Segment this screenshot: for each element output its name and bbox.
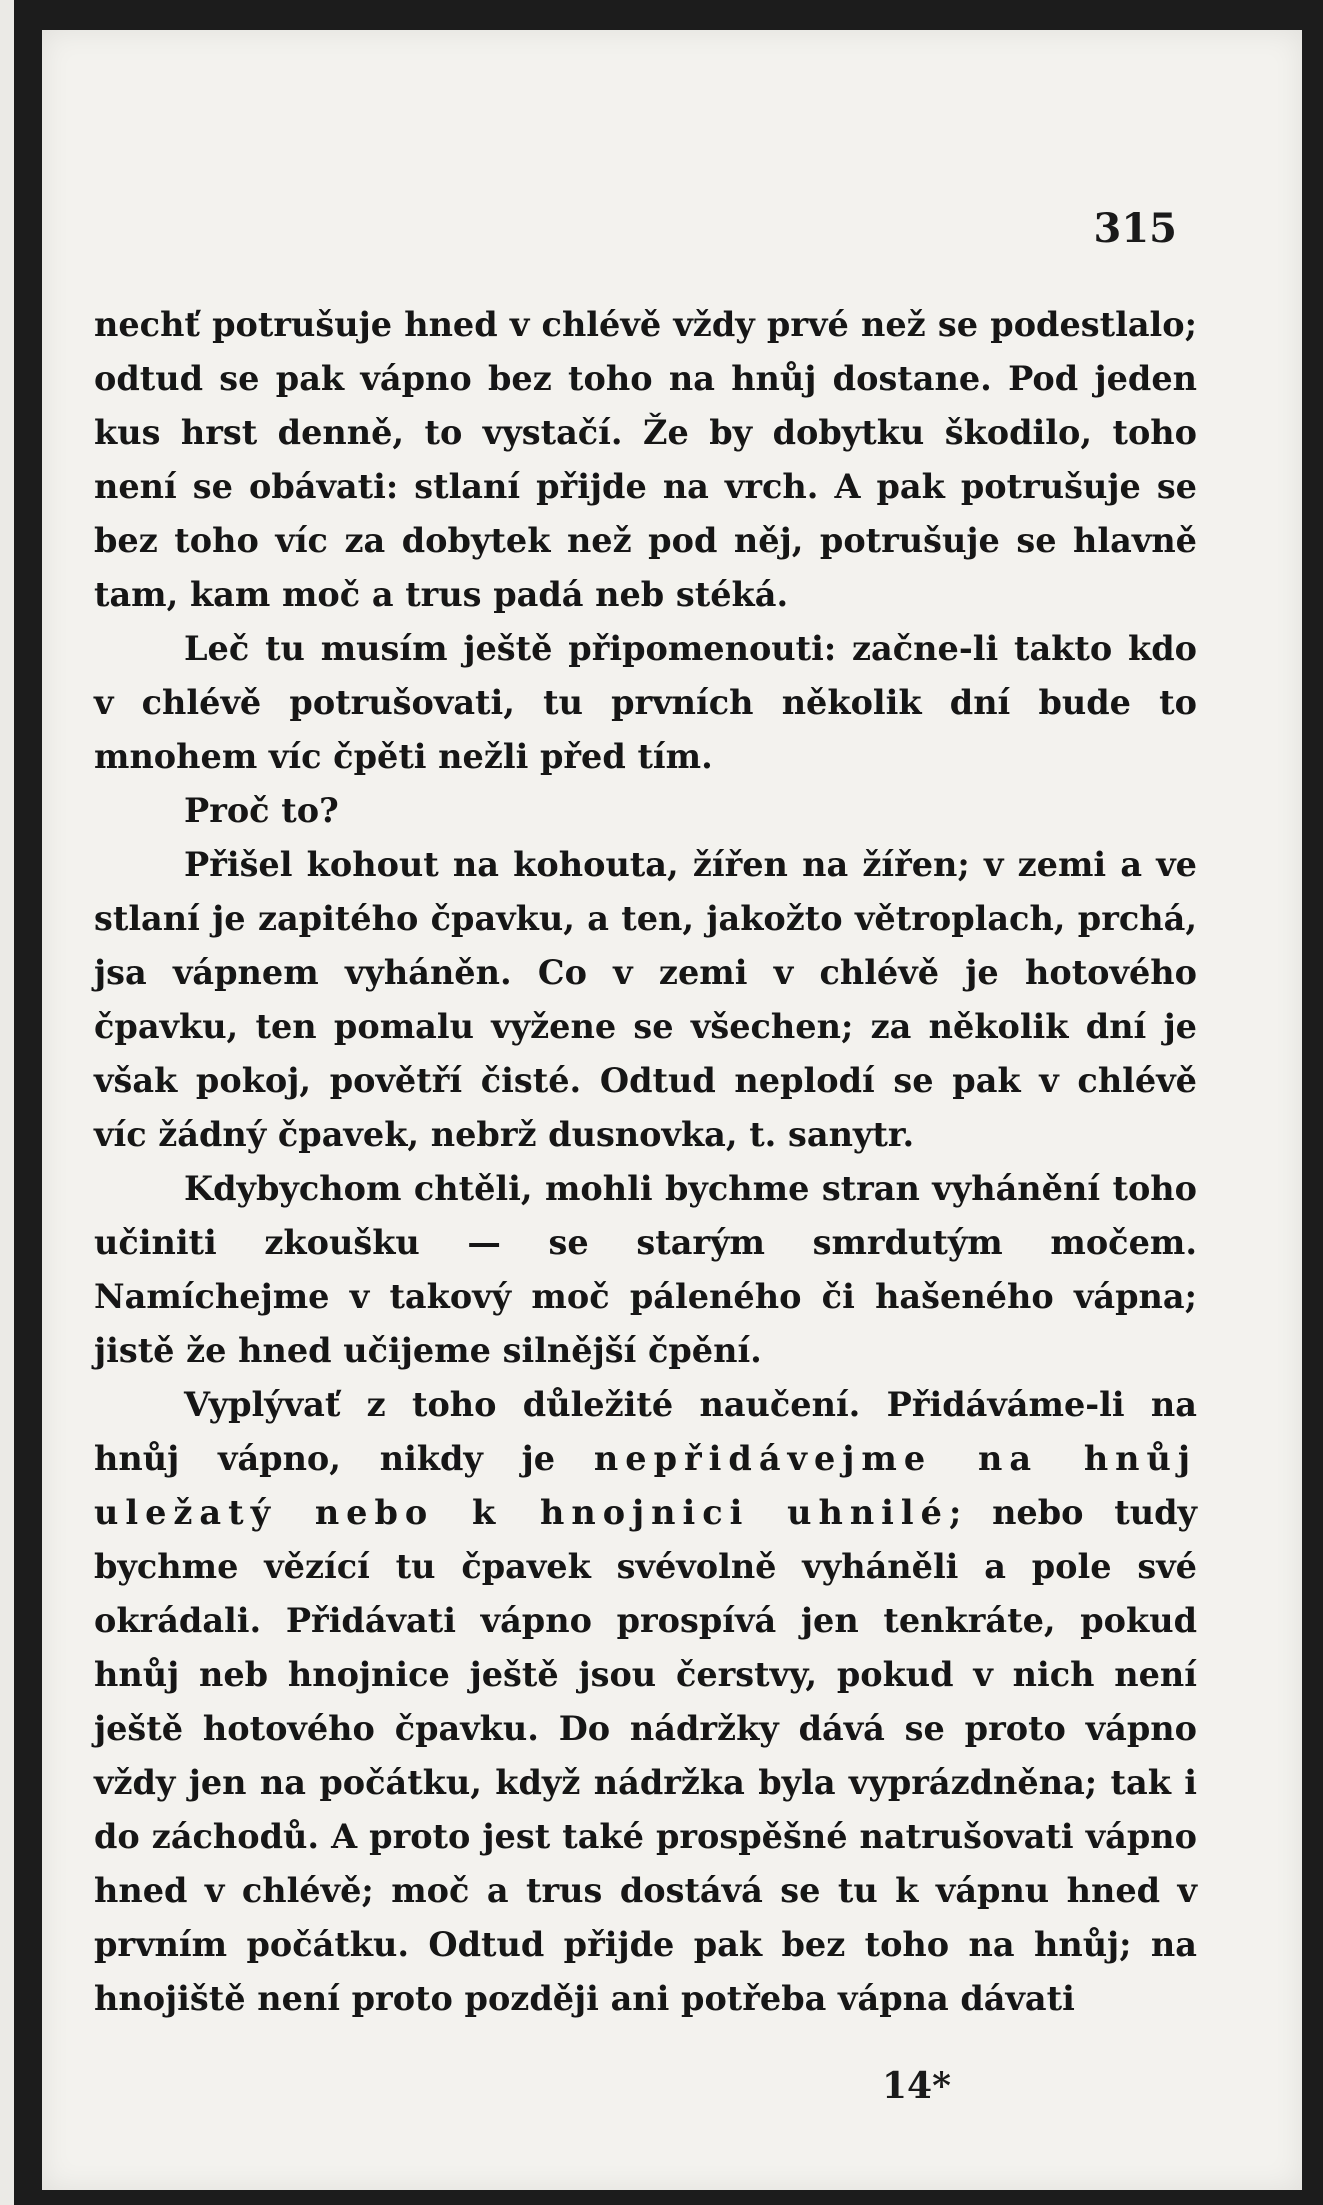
paragraph-2: Leč tu musím ještě připomenouti: začne-li takto kdo v chlévě potrušovati, tu prvních několik dní bude to mnohem víc čpěti nežli před tím. <box>94 629 1197 776</box>
emphasized-phrase: nepřidávejme na hnůj uležatý nebo k hnojnici uhnilé <box>94 1439 1198 1532</box>
paragraph-3: Proč to? <box>184 791 339 830</box>
paragraph-6-end: ; nebo tudy bychme vězící tu čpavek svévolně vyháněli a pole své okrádali. Přidávati vápno prospívá jen tenkráte, pokud hnůj neb hnojnice ještě jsou čerstvy, pokud v nich není ještě hotového čpavku. Do nádržky dává se proto vápno vždy jen na počátku, když nádržka byla vyprázdněna; tak i do záchodů. A proto jest také prospěšné natrušovati vápno hned v chlévě; moč a trus dostává se tu k vápnu hned v prvním počátku. Odtud přijde pak bez toho na hnůj; na hnojiště není proto později ani potřeba vápna dávati <box>94 1493 1197 2018</box>
previous-page-edge <box>0 0 14 2205</box>
paragraph-6-start: Vyplývať z toho důležité naučení. Přidáváme-li na hnůj vápno, nikdy je <box>94 1385 1197 1478</box>
paragraph-6 <box>94 1378 1197 2026</box>
printer-signature: 14* <box>882 2065 951 2107</box>
paragraph-1: nechť potrušuje hned v chlévě vždy prvé než se podestlalo; odtud se pak vápno bez toho na hnůj dostane. Pod jeden kus hrst denně, to vystačí. Že by dobytku škodilo, toho není se obávati: stlaní přijde na vrch. A pak potrušuje se bez toho víc za dobytek než pod něj, potrušuje se hlavně tam, kam moč a trus padá neb stéká. <box>94 305 1197 614</box>
book-page <box>42 30 1302 2190</box>
paragraph-5: Kdybychom chtěli, mohli bychme stran vyhánění toho učiniti zkoušku — se starým smrdutým močem. Namíchejme v takový moč páleného či hašeného vápna; jistě že hned učijeme silnější čpění. <box>94 1169 1197 1370</box>
page-number: 315 <box>1093 205 1177 252</box>
paragraph-4: Přišel kohout na kohouta, žířen na žířen; v zemi a ve stlaní je zapitého čpavku, a ten, jakožto větroplach, prchá, jsa vápnem vyháněn. Co v zemi v chlévě je hotového čpavku, ten pomalu vyžene se všechen; za několik dní je však pokoj, povětří čisté. Odtud neplodí se pak v chlévě víc žádný čpavek, nebrž dusnovka, t. sanytr. <box>94 845 1197 1154</box>
body-text <box>94 298 1197 2026</box>
